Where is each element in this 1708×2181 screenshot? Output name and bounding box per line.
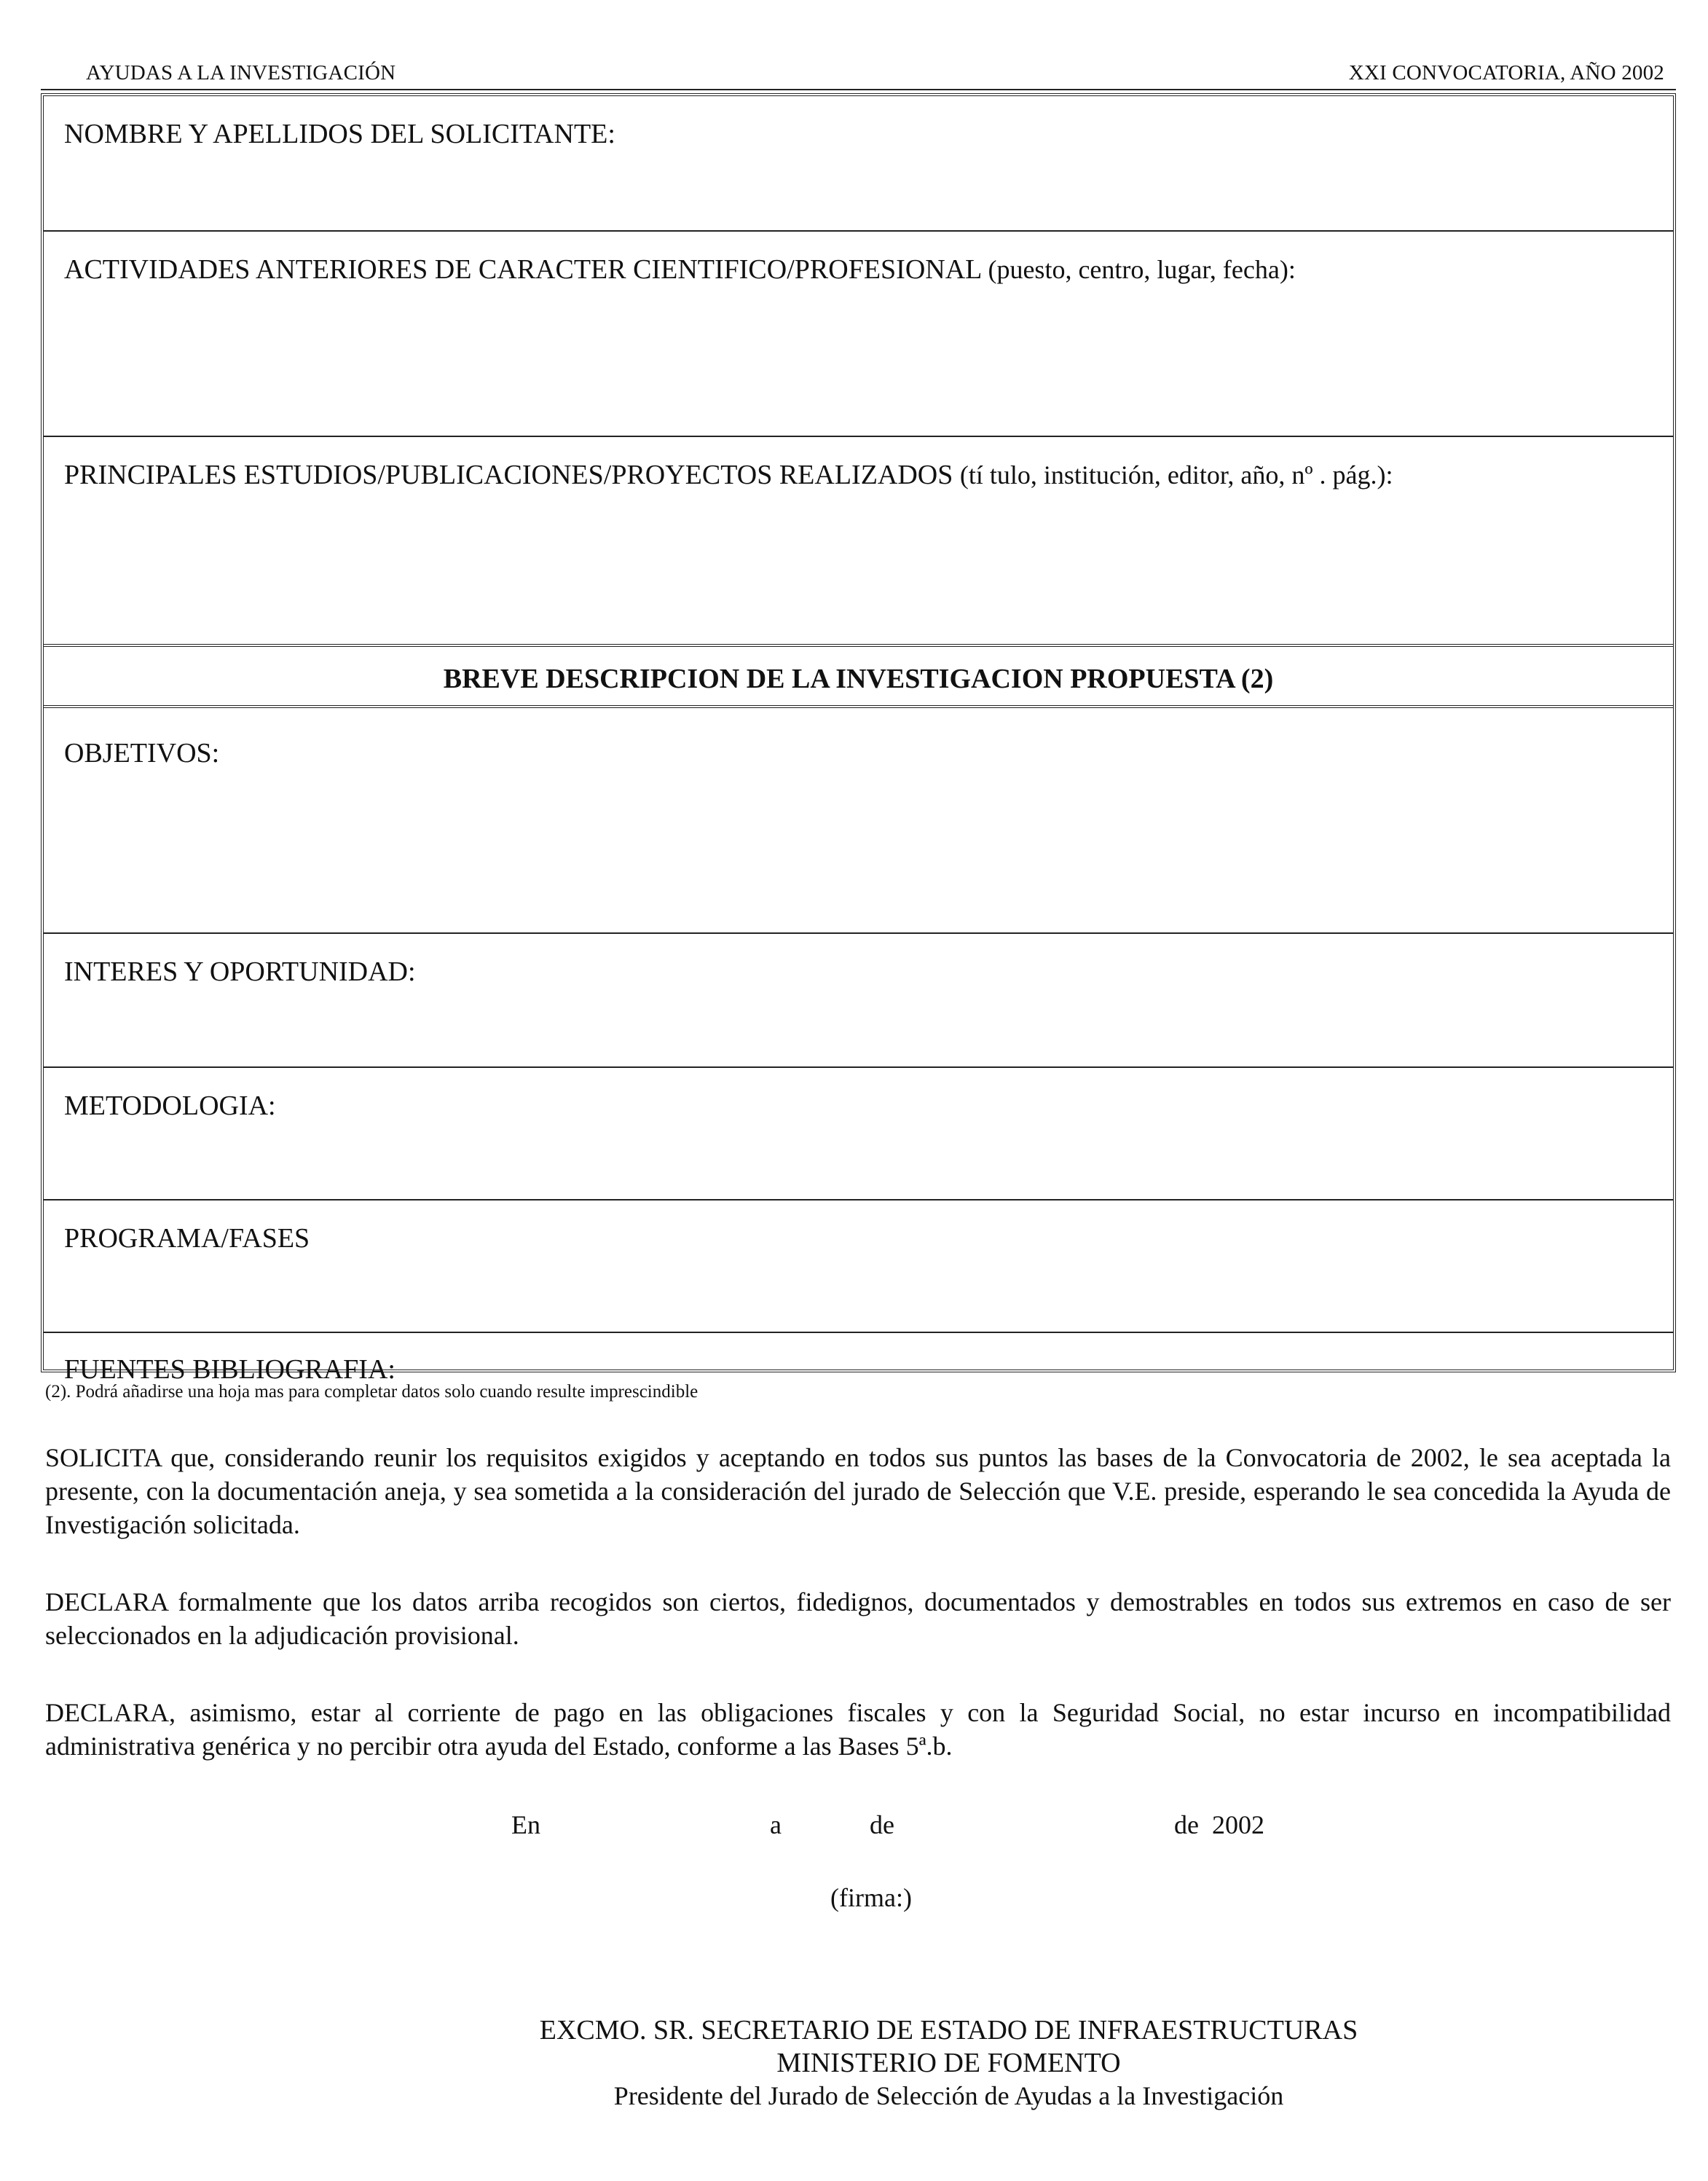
solicita-paragraph: SOLICITA que, considerando reunir los requisitos exigidos y aceptando en todos sus puntos las bases de la Convocatoria de 2002, le sea aceptada la presente, con la documentación aneja, y sea sometida a la consideración del jurado de Selección que V.E. preside, esperando le sea concedida la Ayuda de Investigación solicitada. [45, 1443, 1671, 1539]
objetivos-field[interactable] [44, 708, 1673, 934]
signature-label: (firma:) [830, 1883, 912, 1912]
interes-field[interactable] [44, 934, 1673, 1068]
nombre-field[interactable] [44, 96, 1673, 232]
header-divider [41, 89, 1676, 90]
descripcion-section-header [44, 647, 1673, 708]
metodologia-field[interactable] [44, 1068, 1673, 1200]
addressee-line-2: MINISTERIO DE FOMENTO [776, 2048, 1121, 2078]
estudios-label-hint: (tí tulo, institución, editor, año, nº . pág.): [959, 460, 1393, 490]
estudios-label-main: PRINCIPALES ESTUDIOS/PUBLICACIONES/PROYECTOS REALIZADOS [64, 460, 953, 490]
nombre-label: NOMBRE Y APELLIDOS DEL SOLICITANTE: [64, 119, 615, 149]
date-month-label: de [870, 1810, 894, 1839]
addressee-line-1: EXCMO. SR. SECRETARIO DE ESTADO DE INFRAESTRUCTURAS [539, 2015, 1358, 2046]
objetivos-label: OBJETIVOS: [64, 738, 220, 769]
estudios-field[interactable] [44, 437, 1673, 647]
declara-asimismo-paragraph: DECLARA, asimismo, estar al corriente de pago en las obligaciones fiscales y con la Seguridad Social, no estar incurso en incompatibilidad administrativa genérica y no percibir otra ayuda del Estado, conforme a las Bases 5ª.b. [45, 1698, 1671, 1761]
date-place-label: En [511, 1810, 540, 1839]
descripcion-title: BREVE DESCRIPCION DE LA INVESTIGACION PROPUESTA (2) [443, 664, 1274, 694]
declara-paragraph: DECLARA formalmente que los datos arriba recogidos son ciertos, fidedignos, documentados y demostrables en todos sus extremos en caso de ser seleccionados en la adjudicación provisional. [45, 1587, 1671, 1650]
addressee-line-3: Presidente del Jurado de Selección de Ayudas a la Investigación [613, 2081, 1284, 2110]
actividades-label-hint: (puesto, centro, lugar, fecha): [988, 255, 1296, 284]
application-form [41, 93, 1676, 1385]
metodologia-label: METODOLOGIA: [64, 1090, 276, 1121]
actividades-label [64, 254, 1296, 286]
estudios-label [64, 459, 1393, 491]
date-day-label: a [770, 1810, 782, 1839]
programa-label: PROGRAMA/FASES [64, 1223, 310, 1254]
header-right-title: XXI CONVOCATORIA, AÑO 2002 [1348, 61, 1664, 85]
date-year-label: de 2002 [1174, 1810, 1264, 1839]
interes-label: INTERES Y OPORTUNIDAD: [64, 956, 416, 987]
footnote: (2). Podrá añadirse una hoja mas para completar datos solo cuando resulte imprescindible [45, 1382, 698, 1402]
actividades-label-main: ACTIVIDADES ANTERIORES DE CARACTER CIENTIFICO/PROFESIONAL [64, 254, 981, 285]
programa-field[interactable] [44, 1200, 1673, 1333]
actividades-field[interactable] [44, 232, 1673, 437]
header-left-title: AYUDAS A LA INVESTIGACIÓN [86, 61, 396, 85]
fuentes-label: FUENTES BIBLIOGRAFIA: [64, 1354, 395, 1385]
fuentes-field[interactable] [44, 1333, 1673, 1385]
